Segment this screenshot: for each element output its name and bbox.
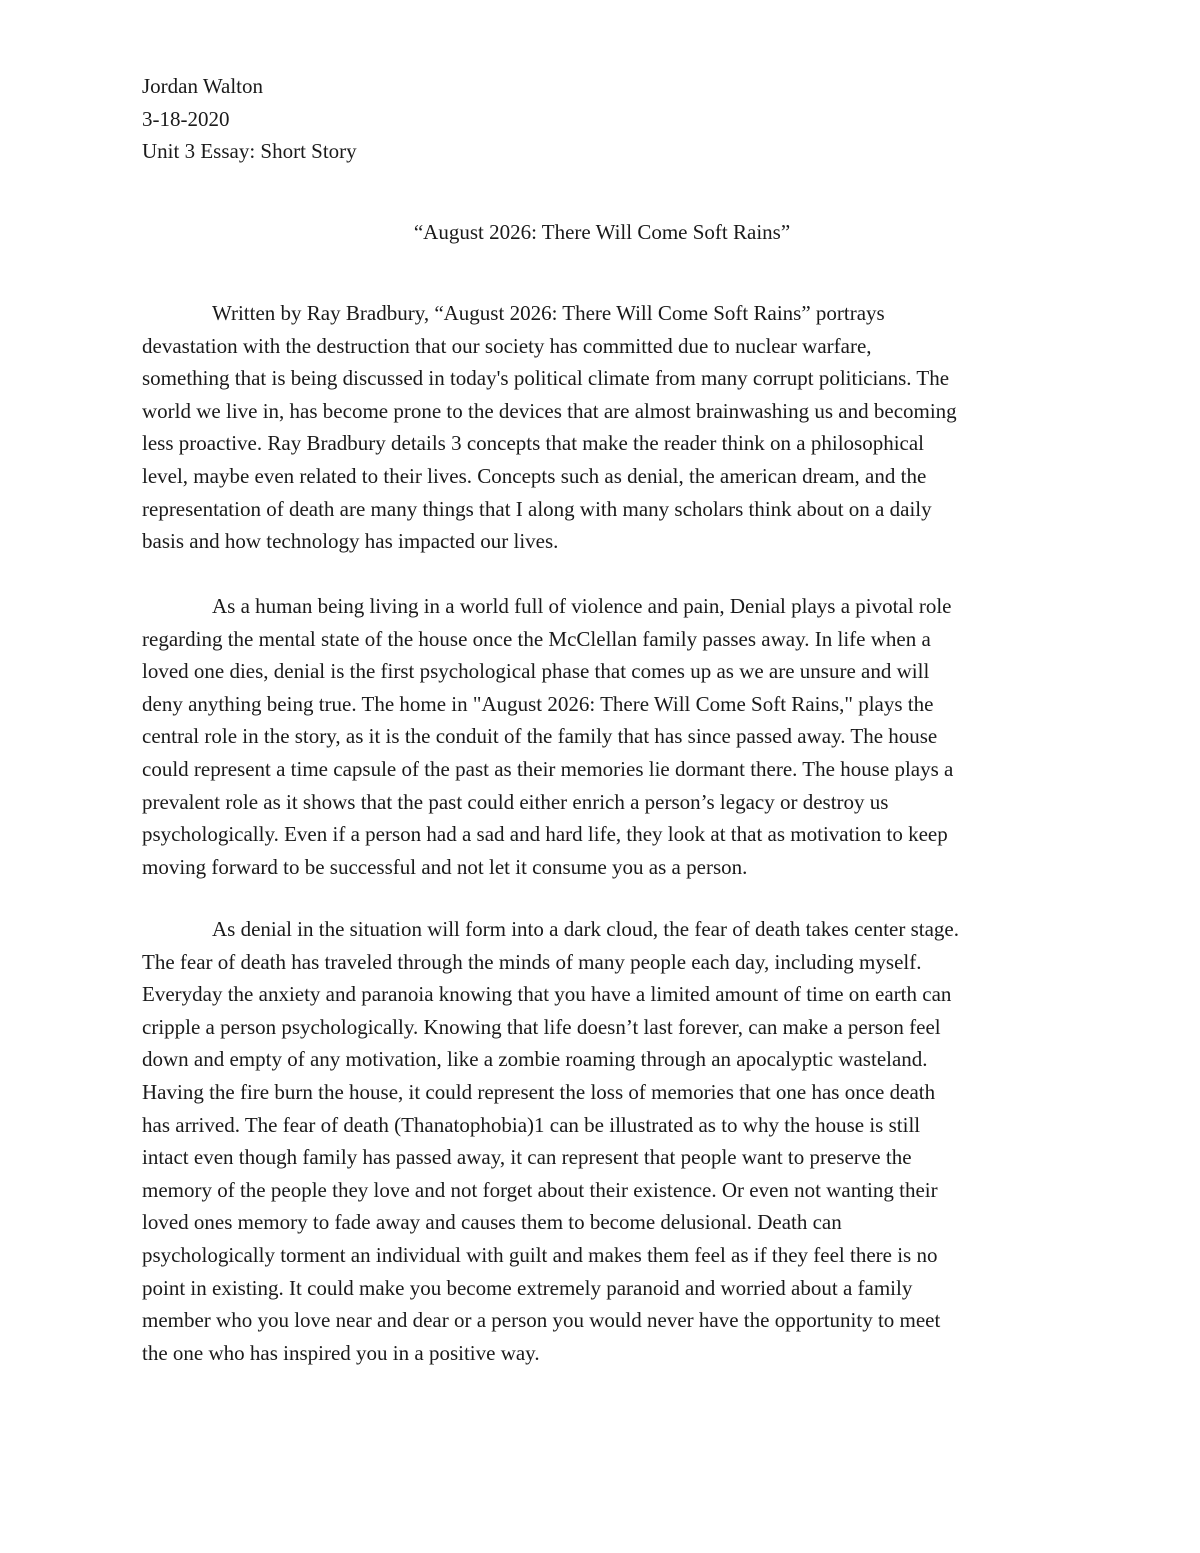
paragraph-line: world we live in, has become prone to the devices that are almost brainwashing us and becoming xyxy=(142,398,957,423)
paragraph-line: Written by Ray Bradbury, “August 2026: There Will Come Soft Rains” portrays xyxy=(212,301,885,325)
paragraph-line: cripple a person psychologically. Knowing that life doesn’t last forever, can make a person feel xyxy=(142,1014,941,1039)
paragraph-line: Everyday the anxiety and paranoia knowing that you have a limited amount of time on earth can xyxy=(142,982,952,1007)
document-date: 3-18-2020 xyxy=(142,106,230,131)
paragraph-line: has arrived. The fear of death (Thanatophobia)1 can be illustrated as to why the house is still xyxy=(142,1112,921,1137)
document-header xyxy=(142,70,1062,168)
paragraph-line: down and empty of any motivation, like a zombie roaming through an apocalyptic wasteland. xyxy=(142,1047,928,1072)
paragraph-line: psychologically torment an individual with guilt and makes them feel as if they feel there is no xyxy=(142,1242,938,1267)
paragraph-1 xyxy=(142,297,1062,558)
paragraph-3 xyxy=(142,913,1062,1369)
paragraph-line: something that is being discussed in today's political climate from many corrupt politicians. The xyxy=(142,366,950,391)
paragraph-line: memory of the people they love and not forget about their existence. Or even not wanting their xyxy=(142,1177,938,1202)
paragraph-line: Having the fire burn the house, it could represent the loss of memories that one has once death xyxy=(142,1079,936,1104)
paragraph-line: representation of death are many things that I along with many scholars think about on a daily xyxy=(142,496,932,521)
paragraph-line: could represent a time capsule of the past as their memories lie dormant there. The house plays a xyxy=(142,756,954,781)
paragraph-line: loved one dies, denial is the first psychological phase that comes up as we are unsure and will xyxy=(142,659,930,684)
author-name: Jordan Walton xyxy=(142,74,263,98)
essay-title: “August 2026: There Will Come Soft Rains” xyxy=(413,220,791,244)
paragraph-2 xyxy=(142,590,1062,883)
paragraph-line: central role in the story, as it is the conduit of the family that has since passed away. The house xyxy=(142,724,938,749)
paragraph-line: intact even though family has passed away, it can represent that people want to preserve the xyxy=(142,1145,912,1170)
paragraph-line: less proactive. Ray Bradbury details 3 concepts that make the reader think on a philosophical xyxy=(142,431,925,456)
paragraph-line: deny anything being true. The home in "August 2026: There Will Come Soft Rains," plays the xyxy=(142,691,934,716)
paragraph-line: As denial in the situation will form into a dark cloud, the fear of death takes center stage. xyxy=(212,917,960,941)
paragraph-line: point in existing. It could make you become extremely paranoid and worried about a family xyxy=(142,1275,913,1300)
paragraph-line: moving forward to be successful and not let it consume you as a person. xyxy=(142,854,748,879)
paragraph-line: basis and how technology has impacted our lives. xyxy=(142,529,559,554)
paragraph-line: regarding the mental state of the house once the McClellan family passes away. In life when a xyxy=(142,626,931,651)
paragraph-line: the one who has inspired you in a positive way. xyxy=(142,1340,540,1365)
paragraph-line: devastation with the destruction that our society has committed due to nuclear warfare, xyxy=(142,333,872,358)
course-label: Unit 3 Essay: Short Story xyxy=(142,139,357,164)
paragraph-line: member who you love near and dear or a person you would never have the opportunity to meet xyxy=(142,1308,941,1333)
paragraph-line: As a human being living in a world full of violence and pain, Denial plays a pivotal role xyxy=(212,594,952,618)
paragraph-line: psychologically. Even if a person had a sad and hard life, they look at that as motivation to keep xyxy=(142,822,948,847)
paragraph-line: loved ones memory to fade away and causes them to become delusional. Death can xyxy=(142,1210,842,1235)
paragraph-line: prevalent role as it shows that the past could either enrich a person’s legacy or destroy us xyxy=(142,789,889,814)
paragraph-line: The fear of death has traveled through the minds of many people each day, including myself. xyxy=(142,949,922,974)
paragraph-line: level, maybe even related to their lives. Concepts such as denial, the american dream, and the xyxy=(142,463,927,488)
